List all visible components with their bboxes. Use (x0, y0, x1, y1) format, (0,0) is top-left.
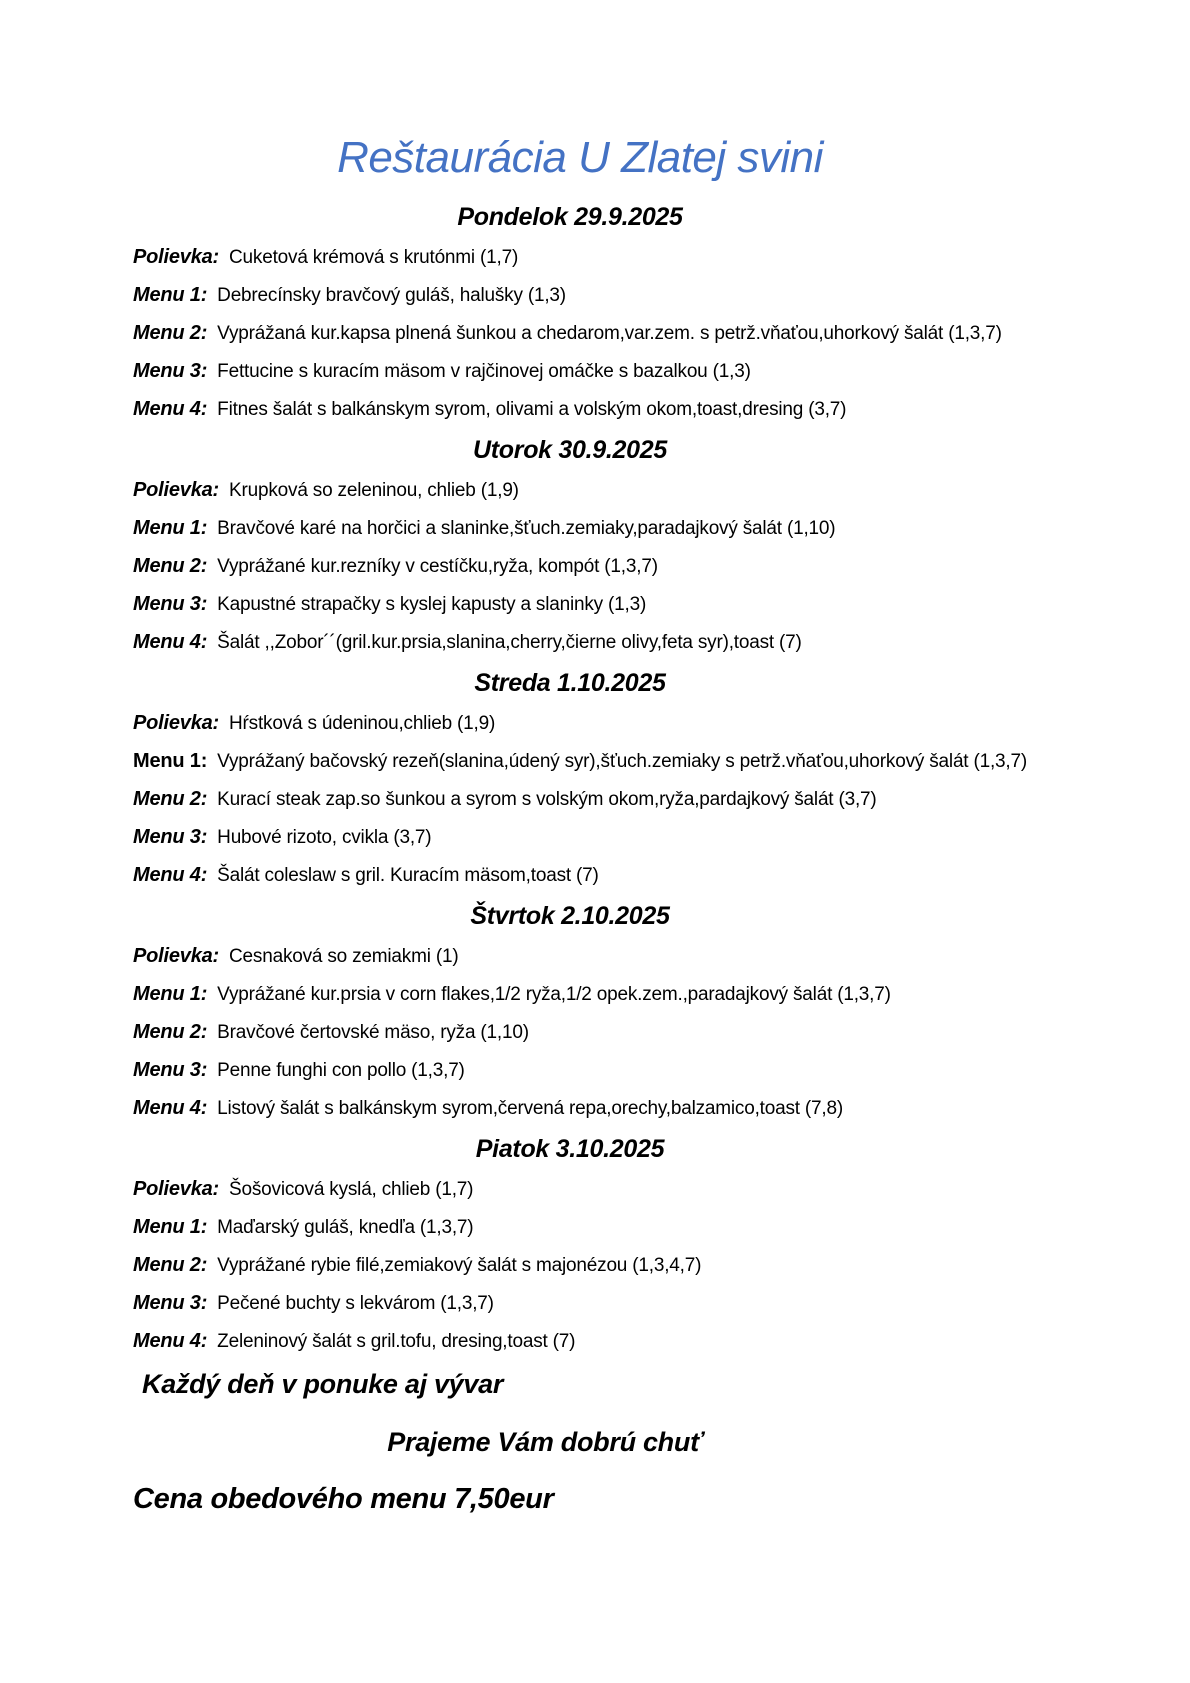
day-rows (0, 478, 1190, 655)
day-section-thursday (0, 901, 1190, 1121)
menu-row-label: Polievka: (133, 945, 220, 967)
menu-row (133, 711, 1190, 736)
menu-row-label: Menu 4: (133, 1097, 208, 1119)
menu-row (133, 1253, 1190, 1278)
menu-row (133, 1291, 1190, 1316)
menu-row-text: Debrecínsky bravčový guláš, halušky (1,3) (217, 285, 566, 306)
menu-row-label: Menu 2: (133, 1254, 208, 1276)
menu-row-text: Vyprážané kur.rezníky v cestíčku,ryža, kompót (1,3,7) (217, 556, 658, 577)
menu-row-label: Menu 2: (133, 788, 208, 810)
menu-row-label: Polievka: (133, 712, 220, 734)
menu-row-text: Cuketová krémová s krutónmi (1,7) (229, 247, 519, 268)
menu-row (133, 397, 1190, 422)
menu-row-label: Menu 3: (133, 1059, 208, 1081)
menu-row-label: Polievka: (133, 1178, 220, 1200)
day-heading: Piatok 3.10.2025 (475, 1135, 665, 1163)
menu-row-text: Listový šalát s balkánskym syrom,červená repa,orechy,balzamico,toast (7,8) (217, 1098, 844, 1119)
menu-row (133, 825, 1190, 850)
day-heading: Streda 1.10.2025 (474, 669, 666, 697)
day-heading: Pondelok 29.9.2025 (457, 203, 683, 231)
daily-broth-note: Každý deň v ponuke aj vývar (142, 1369, 504, 1399)
menu-row-text: Šalát ,,Zobor´´(gril.kur.prsia,slanina,cherry,čierne olivy,feta syr),toast (7) (217, 632, 802, 653)
menu-row-text: Maďarský guláš, knedľa (1,3,7) (217, 1217, 474, 1238)
menu-row (133, 1215, 1190, 1240)
restaurant-title: Reštaurácia U Zlatej svini (337, 133, 823, 182)
menu-row (133, 630, 1190, 655)
menu-row-text: Bravčové čertovské mäso, ryža (1,10) (217, 1022, 529, 1043)
day-section-friday (0, 1134, 1190, 1354)
day-rows (0, 711, 1190, 888)
menu-row-text: Vyprážaný bačovský rezeň(slanina,údený syr),šťuch.zemiaky s petrž.vňaťou,uhorkový šalát (1,3,7) (217, 751, 1027, 772)
menu-row-label: Menu 1: (133, 284, 208, 306)
menu-row-label: Menu 4: (133, 864, 208, 886)
day-rows (0, 245, 1190, 422)
menu-row-text: Pečené buchty s lekvárom (1,3,7) (217, 1293, 494, 1314)
menu-row (133, 359, 1190, 384)
day-section-tuesday (0, 435, 1190, 655)
menu-row-label: Menu 3: (133, 593, 208, 615)
menu-row-label: Menu 3: (133, 1292, 208, 1314)
menu-row-label: Menu 1: (133, 517, 208, 539)
menu-row (133, 516, 1190, 541)
menu-row-label: Menu 3: (133, 360, 208, 382)
menu-row-text: Hŕstková s údeninou,chlieb (1,9) (229, 713, 496, 734)
menu-row (133, 1096, 1190, 1121)
menu-row-text: Zeleninový šalát s gril.tofu, dresing,toast (7) (217, 1331, 576, 1352)
menu-row (133, 245, 1190, 270)
menu-row (133, 283, 1190, 308)
menu-row-text: Kapustné strapačky s kyslej kapusty a slaninky (1,3) (217, 594, 647, 615)
menu-row (133, 1058, 1190, 1083)
day-rows (0, 944, 1190, 1121)
menu-row-text: Fitnes šalát s balkánskym syrom, olivami a volským okom,toast,dresing (3,7) (217, 399, 847, 420)
menu-row-text: Šalát coleslaw s gril. Kuracím mäsom,toast (7) (217, 865, 599, 886)
menu-row-text: Fettucine s kuracím mäsom v rajčinovej omáčke s bazalkou (1,3) (217, 361, 751, 382)
day-heading: Utorok 30.9.2025 (473, 436, 667, 464)
menu-row-label: Menu 4: (133, 1330, 208, 1352)
menu-row-text: Vyprážané kur.prsia v corn flakes,1/2 ryža,1/2 opek.zem.,paradajkový šalát (1,3,7) (217, 984, 891, 1005)
price-line: Cena obedového menu 7,50eur (133, 1483, 554, 1515)
menu-row (133, 321, 1190, 346)
menu-row-label: Menu 4: (133, 398, 208, 420)
menu-row-text: Penne funghi con pollo (1,3,7) (217, 1060, 465, 1081)
menu-row-text: Bravčové karé na horčici a slaninke,šťuch.zemiaky,paradajkový šalát (1,10) (217, 518, 836, 539)
menu-row (133, 863, 1190, 888)
menu-row-label: Menu 2: (133, 322, 208, 344)
bon-appetit-line: Prajeme Vám dobrú chuť (387, 1427, 703, 1457)
menu-row-label: Menu 1: (133, 1216, 208, 1238)
menu-row-label: Menu 2: (133, 555, 208, 577)
menu-row-label: Polievka: (133, 479, 220, 501)
menu-row-text: Kurací steak zap.so šunkou a syrom s volským okom,ryža,pardajkový šalát (3,7) (217, 789, 877, 810)
menu-row-label: Menu 3: (133, 826, 208, 848)
menu-row-text: Krupková so zeleninou, chlieb (1,9) (229, 480, 519, 501)
menu-row-text: Hubové rizoto, cvikla (3,7) (217, 827, 432, 848)
menu-row (133, 982, 1190, 1007)
menu-row-label: Menu 2: (133, 1021, 208, 1043)
menu-row (133, 1020, 1190, 1045)
menu-row-label: Menu 4: (133, 631, 208, 653)
menu-row-label: Menu 1: (133, 983, 208, 1005)
day-section-wednesday (0, 668, 1190, 888)
menu-row-text: Vyprážané rybie filé,zemiakový šalát s majonézou (1,3,4,7) (217, 1255, 702, 1276)
menu-row (133, 1177, 1190, 1202)
menu-row (133, 478, 1190, 503)
day-section-monday (0, 202, 1190, 422)
menu-row-label: Polievka: (133, 246, 220, 268)
menu-row-label: Menu 1: (133, 750, 208, 772)
menu-row (133, 944, 1190, 969)
day-heading: Štvrtok 2.10.2025 (470, 902, 670, 930)
menu-row (133, 787, 1190, 812)
menu-row (133, 592, 1190, 617)
menu-row-text: Vyprážaná kur.kapsa plnená šunkou a chedarom,var.zem. s petrž.vňaťou,uhorkový šalát (1,3,7) (217, 323, 1002, 344)
menu-row (133, 554, 1190, 579)
menu-row (133, 1329, 1190, 1354)
day-rows (0, 1177, 1190, 1354)
menu-row (133, 749, 1190, 774)
menu-row-text: Šošovicová kyslá, chlieb (1,7) (229, 1179, 474, 1200)
menu-row-text: Cesnaková so zemiakmi (1) (229, 946, 459, 967)
